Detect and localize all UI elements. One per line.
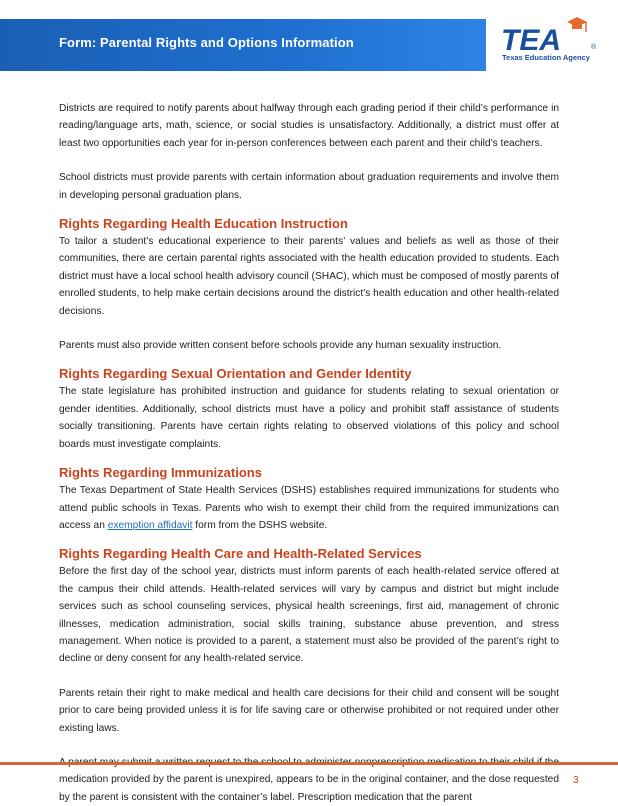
heading-health-care: Rights Regarding Health Care and Health-Related Services <box>59 546 422 562</box>
paragraph-health-education: To tailor a student’s educational experience to their parents’ values and beliefs as well as those of their communities, there are certain parental rights associated with the health education provided to students. Each district must have a local school health advisory council (SHAC), which must be composed of mostly parents of enrolled students, to help make certain decisions around the district’s health education and other health-related decisions. <box>59 236 559 317</box>
heading-immunizations: Rights Regarding Immunizations <box>59 465 262 481</box>
page-title: Form: Parental Rights and Options Information <box>59 35 354 50</box>
heading-sexual-orientation: Rights Regarding Sexual Orientation and Gender Identity <box>59 366 412 382</box>
logo-subtitle: Texas Education Agency <box>502 53 590 62</box>
logo-text: TEA <box>501 24 561 57</box>
paragraph-progress-reports: Districts are required to notify parents about halfway through each grading period if their child’s performance in reading/language arts, math, science, or social studies is unsatisfactory. Additionally, a district must offer at least two opportunities each year for in-person conferences between each parent and their child’s teachers. <box>59 103 559 149</box>
page-number: 3 <box>573 775 579 786</box>
paragraph-medical-decisions: Parents retain their right to make medical and health care decisions for their child and consent will be sought prior to care being provided unless it is for life saving care or otherwise prohibited or not required under other existing laws. <box>59 687 559 734</box>
immunizations-text-after: form from the DSHS website. <box>192 519 328 531</box>
heading-health-education: Rights Regarding Health Education Instruction <box>59 216 348 232</box>
paragraph-medication: medication provided by the parent is unexpired, appears to be in the original container, and the dose requested by the parent is consistent with the container’s label. Prescription medication that the parent <box>59 774 559 803</box>
paragraph-written-consent: Parents must also provide written consent before schools provide any human sexuality instruction. <box>59 340 502 352</box>
exemption-affidavit-link[interactable]: exemption affidavit <box>107 519 193 531</box>
paragraph-immunizations <box>59 482 559 534</box>
footer-divider <box>0 762 618 765</box>
document-body <box>59 100 559 806</box>
mortarboard-icon <box>567 17 587 32</box>
paragraph-graduation: School districts must provide parents with certain information about graduation requirements and involve them in developing personal graduation plans. <box>59 172 559 201</box>
immunizations-text-before: The Texas Department of State Health Services (DSHS) establishes required immunizations for students who attend public schools in Texas. Parents who wish to exempt their child from the required immunizations can access an <box>59 485 559 531</box>
logo-registered: ® <box>591 44 597 51</box>
paragraph-sexual-orientation: The state legislature has prohibited instruction and guidance for students relating to sexual orientation or gender identities. Additionally, school districts must have a policy and prohibit staff assistance of students socially transitioning. Parents have certain rights relating to observed violations of this policy and school boards must investigate complaints. <box>59 386 559 450</box>
paragraph-health-services: Before the first day of the school year, districts must inform parents of each health-related service offered at the campus their child attends. Health-related services will vary by campus and district but might include services such as school counseling services, physical health screenings, first aid, management of chronic illnesses, medication administration, social skills training, substance abuse prevention, and stress management. When notice is provided to a parent, a statement must also be provided of the parent’s right to decline or deny consent for any health-related service. <box>59 566 559 665</box>
